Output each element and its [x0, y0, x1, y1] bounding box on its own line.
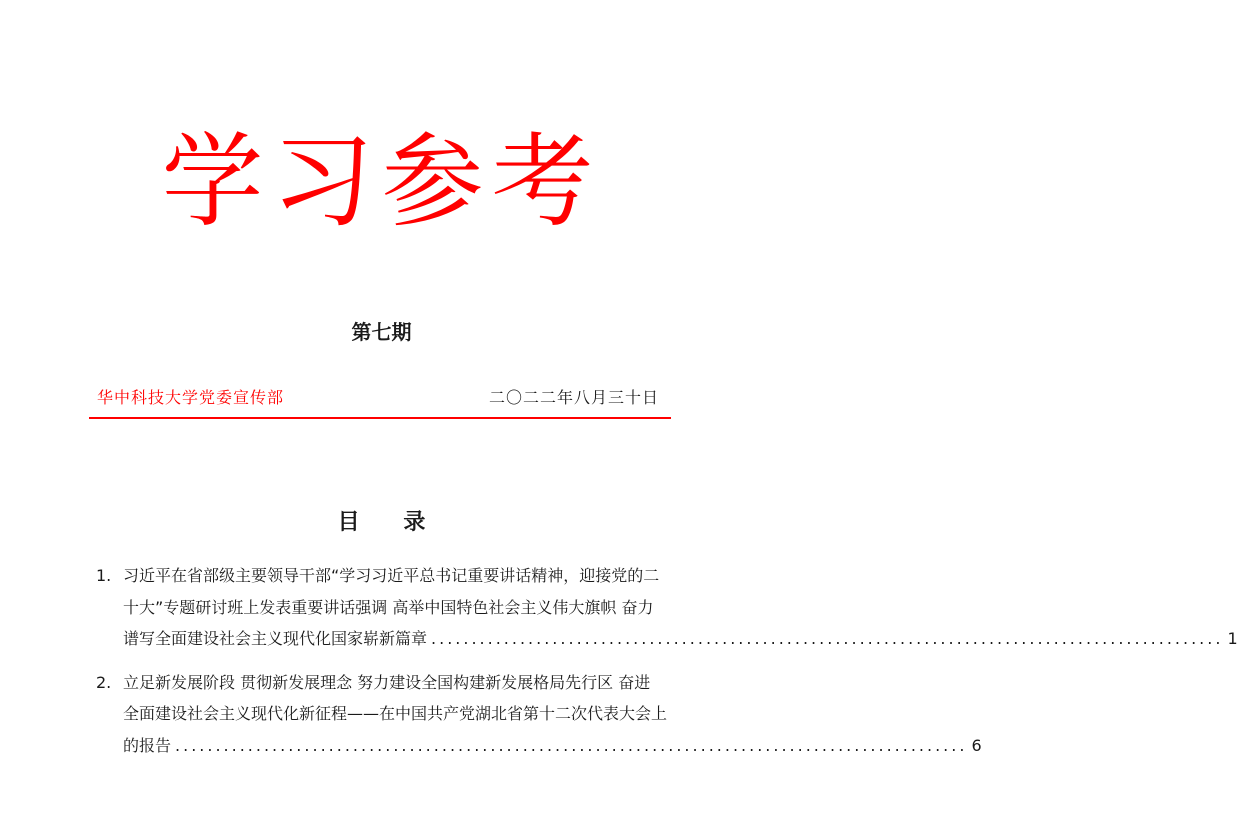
- toc-entry-line: 立足新发展阶段 贯彻新发展理念 努力建设全国构建新发展格局先行区 奋进: [123, 672, 651, 692]
- toc-entry-line: 十大”专题研讨班上发表重要讲话强调 高举中国特色社会主义伟大旗帜 奋力: [123, 597, 654, 617]
- toc-entry-line: 的报告: [123, 735, 172, 755]
- toc-entry-number: 2.: [96, 672, 112, 692]
- toc-entry-line: 习近平在省部级主要领导干部“学习习近平总书记重要讲话精神，迎接党的二: [123, 566, 660, 585]
- toc-entry-1[interactable]: [96, 560, 1238, 655]
- toc-page-number: 6: [971, 735, 982, 755]
- issue-number: 第七期: [351, 320, 412, 344]
- toc-entry-number: 1.: [96, 566, 112, 585]
- table-of-contents: [96, 560, 1238, 773]
- issue-date: 二〇二二年八月三十日: [488, 388, 659, 407]
- toc-entry-2[interactable]: [96, 667, 982, 762]
- toc-entry-line: 全面建设社会主义现代化新征程——在中国共产党湖北省第十二次代表大会上: [123, 704, 668, 723]
- toc-entry-line: 谱写全面建设社会主义现代化国家崭新篇章: [123, 629, 428, 648]
- toc-page-number: 1: [1227, 629, 1238, 648]
- department-name: 华中科技大学党委宣传部: [97, 388, 285, 407]
- document-title: 学习参考: [161, 123, 602, 242]
- toc-heading: 目 录: [337, 510, 444, 535]
- toc-leader-dots: ..................................................................................................: [431, 629, 1224, 648]
- header-divider: [89, 417, 671, 419]
- toc-leader-dots: ..................................................................................................: [175, 735, 968, 755]
